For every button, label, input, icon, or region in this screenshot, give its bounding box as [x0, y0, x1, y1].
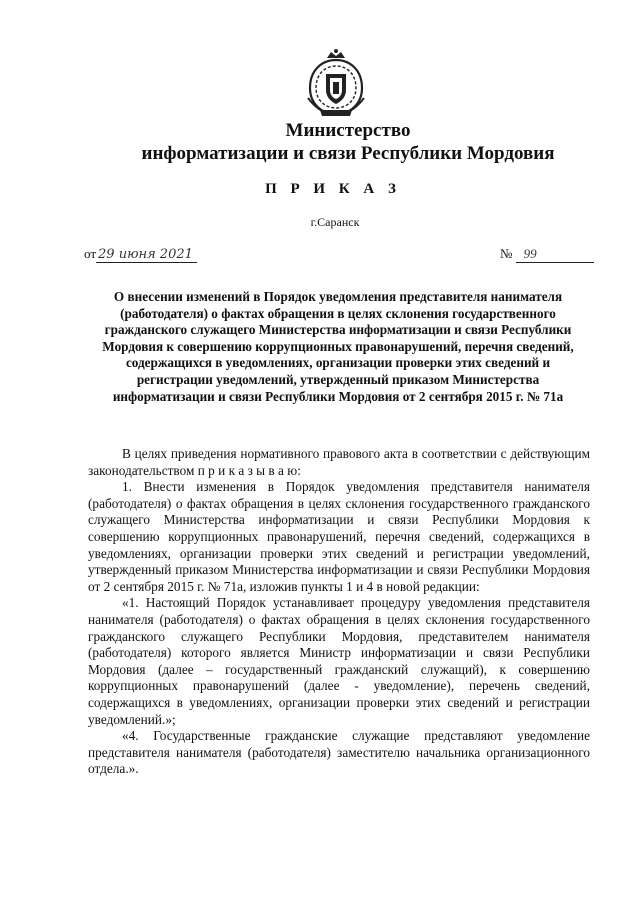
order-number	[500, 246, 594, 263]
handwritten-number: 99	[516, 246, 594, 263]
date-prefix: от	[84, 246, 97, 261]
number-prefix: №	[500, 246, 513, 261]
coat-of-arms-emblem	[300, 48, 372, 118]
ministry-name-line2: информатизации и связи Республики Мордовия	[141, 143, 555, 164]
order-title: П Р И К А З	[265, 181, 401, 197]
ministry-name-line1: Министерство	[285, 120, 411, 141]
paragraph-preamble: В целях приведения нормативного правового акта в соответствии с действующим законодательством п р и к а з ы в а ю:	[88, 446, 590, 478]
city-name: г.Саранск	[310, 215, 360, 229]
paragraph-item-1: 1. Внести изменения в Порядок уведомления представителя нанимателя (работодателя) о фактах обращения в целях склонения государственного гражданского служащего Министерства информатизации и связи Республики Мордовия к совершению коррупционных правонарушений, перечня сведений, содержащихся в уведомлениях, организации проверки этих сведений и регистрации уведомлений, утвержденный приказом Министерства информатизации и связи Республики Мордовия от 2 сентября 2015 г. № 71а, изложив пункты 1 и 4 в новой редакции:	[88, 479, 590, 594]
paragraph-new-point-1: «1. Настоящий Порядок устанавливает процедуру уведомления представителя нанимателя (работодателя) о фактах обращения в целях склонения государственного гражданского служащего Республики Мордовия, представителем нанимателя (работодателя) которого является Министр информатизации и связи Республики Мордовия (далее – государственный гражданский служащий), к совершению коррупционных правонарушений (далее - уведомление), перечень сведений, содержащихся в уведомлениях, организации проверки этих сведений и регистрации уведомлений.»;	[88, 595, 590, 727]
order-body	[88, 446, 590, 778]
paragraph-new-point-4: «4. Государственные гражданские служащие представляют уведомление представителя нанимателя (работодателя) заместителю начальника организационного отдела.».	[88, 728, 590, 777]
handwritten-date: 29 июня 2021	[96, 247, 197, 263]
order-date	[84, 246, 197, 262]
order-heading: О внесении изменений в Порядок уведомления представителя нанимателя (работодателя) о фактах обращения в целях склонения государственного гражданского служащего Министерства информатизации и связи Республики Мордовия к совершению коррупционных правонарушений, перечня сведений, содержащихся в уведомлениях, организации проверки этих сведений и регистрации уведомлений, утвержденный приказом Министерства информатизации и связи Республики Мордовия от 2 сентября 2015 г. № 71а	[102, 289, 574, 404]
